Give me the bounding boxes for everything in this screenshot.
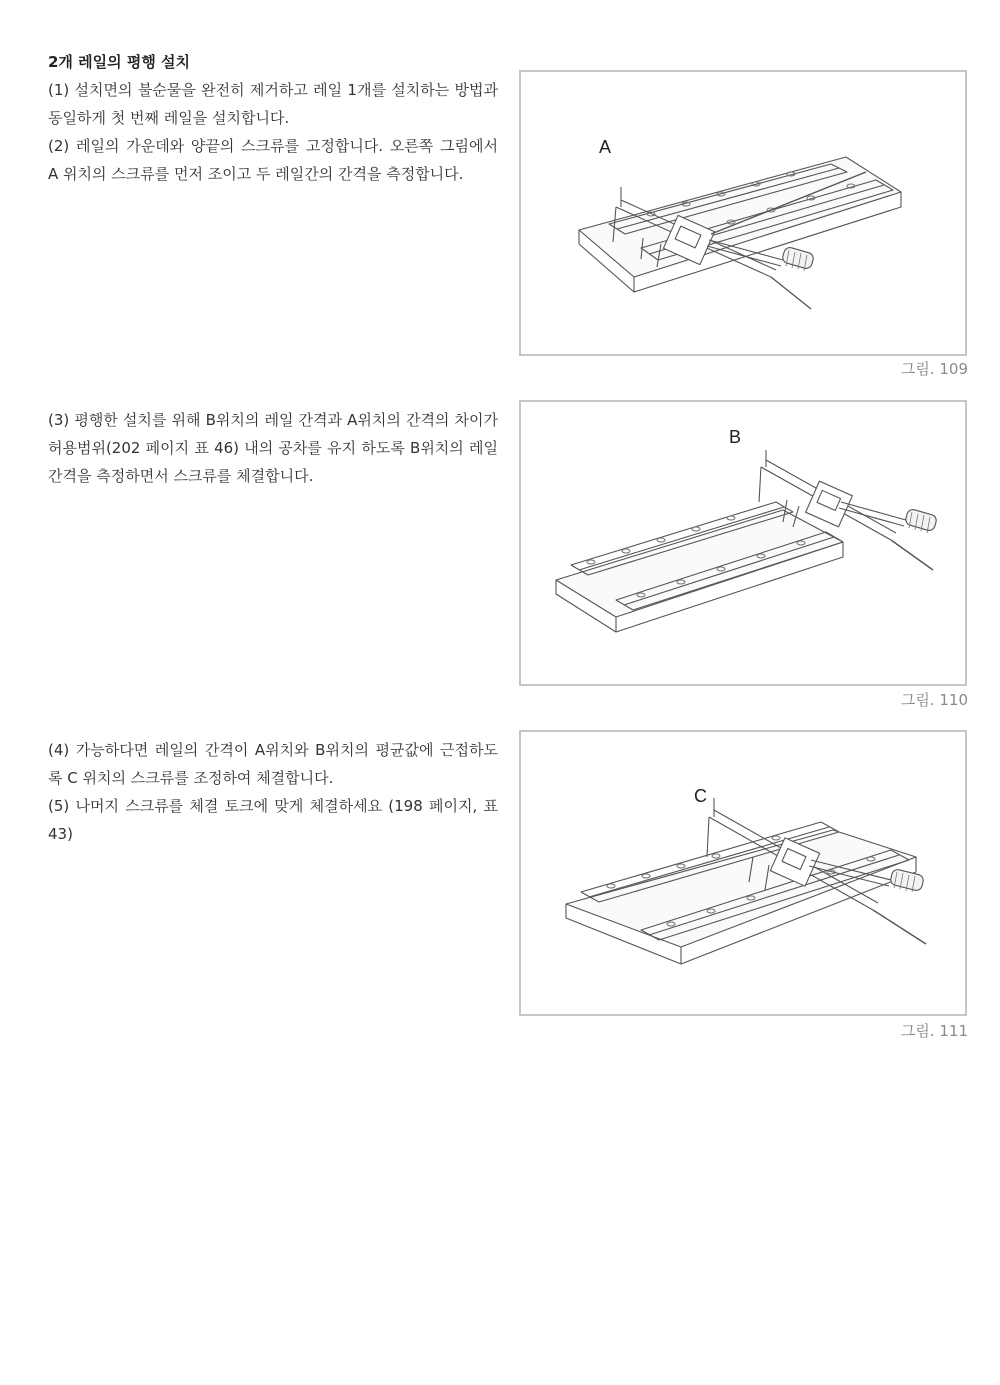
section-title: 2개 레일의 평행 설치	[48, 53, 191, 71]
figure-109-label: A	[599, 137, 612, 157]
figure-111-caption: 그림. 111	[900, 1022, 968, 1040]
figure-111-frame	[519, 730, 967, 1016]
figure-110-drawing	[521, 402, 965, 684]
step-group-2	[48, 406, 498, 490]
figure-111-drawing	[521, 732, 965, 1014]
step-1: (1) 설치면의 불순물을 완전히 제거하고 레일 1개를 설치하는 방법과 동일하게 첫 번째 레일을 설치합니다.	[48, 81, 498, 127]
step-group-3	[48, 736, 498, 848]
figure-109-caption: 그림. 109	[900, 360, 968, 378]
figure-111-label: C	[694, 786, 707, 806]
figure-110-label: B	[729, 427, 742, 447]
step-group-1	[48, 76, 498, 188]
figure-110-frame	[519, 400, 967, 686]
step-2: (2) 레일의 가운데와 양끝의 스크류를 고정합니다. 오른쪽 그림에서 A 위치의 스크류를 먼저 조이고 두 레일간의 간격을 측정합니다.	[48, 137, 498, 183]
step-4: (4) 가능하다면 레일의 간격이 A위치와 B위치의 평균값에 근접하도록 C 위치의 스크류를 조정하여 체결합니다.	[48, 741, 498, 787]
figure-109-frame	[519, 70, 967, 356]
figure-109-drawing	[521, 72, 965, 354]
figure-110-caption: 그림. 110	[900, 691, 968, 709]
step-5: (5) 나머지 스크류를 체결 토크에 맞게 체결하세요 (198 페이지, 표 43)	[48, 797, 498, 843]
step-3: (3) 평행한 설치를 위해 B위치의 레일 간격과 A위치의 간격의 차이가 허용범위(202 페이지 표 46) 내의 공차를 유지 하도록 B위치의 레일 간격을 측정하면서 스크류를 체결합니다.	[48, 411, 498, 485]
